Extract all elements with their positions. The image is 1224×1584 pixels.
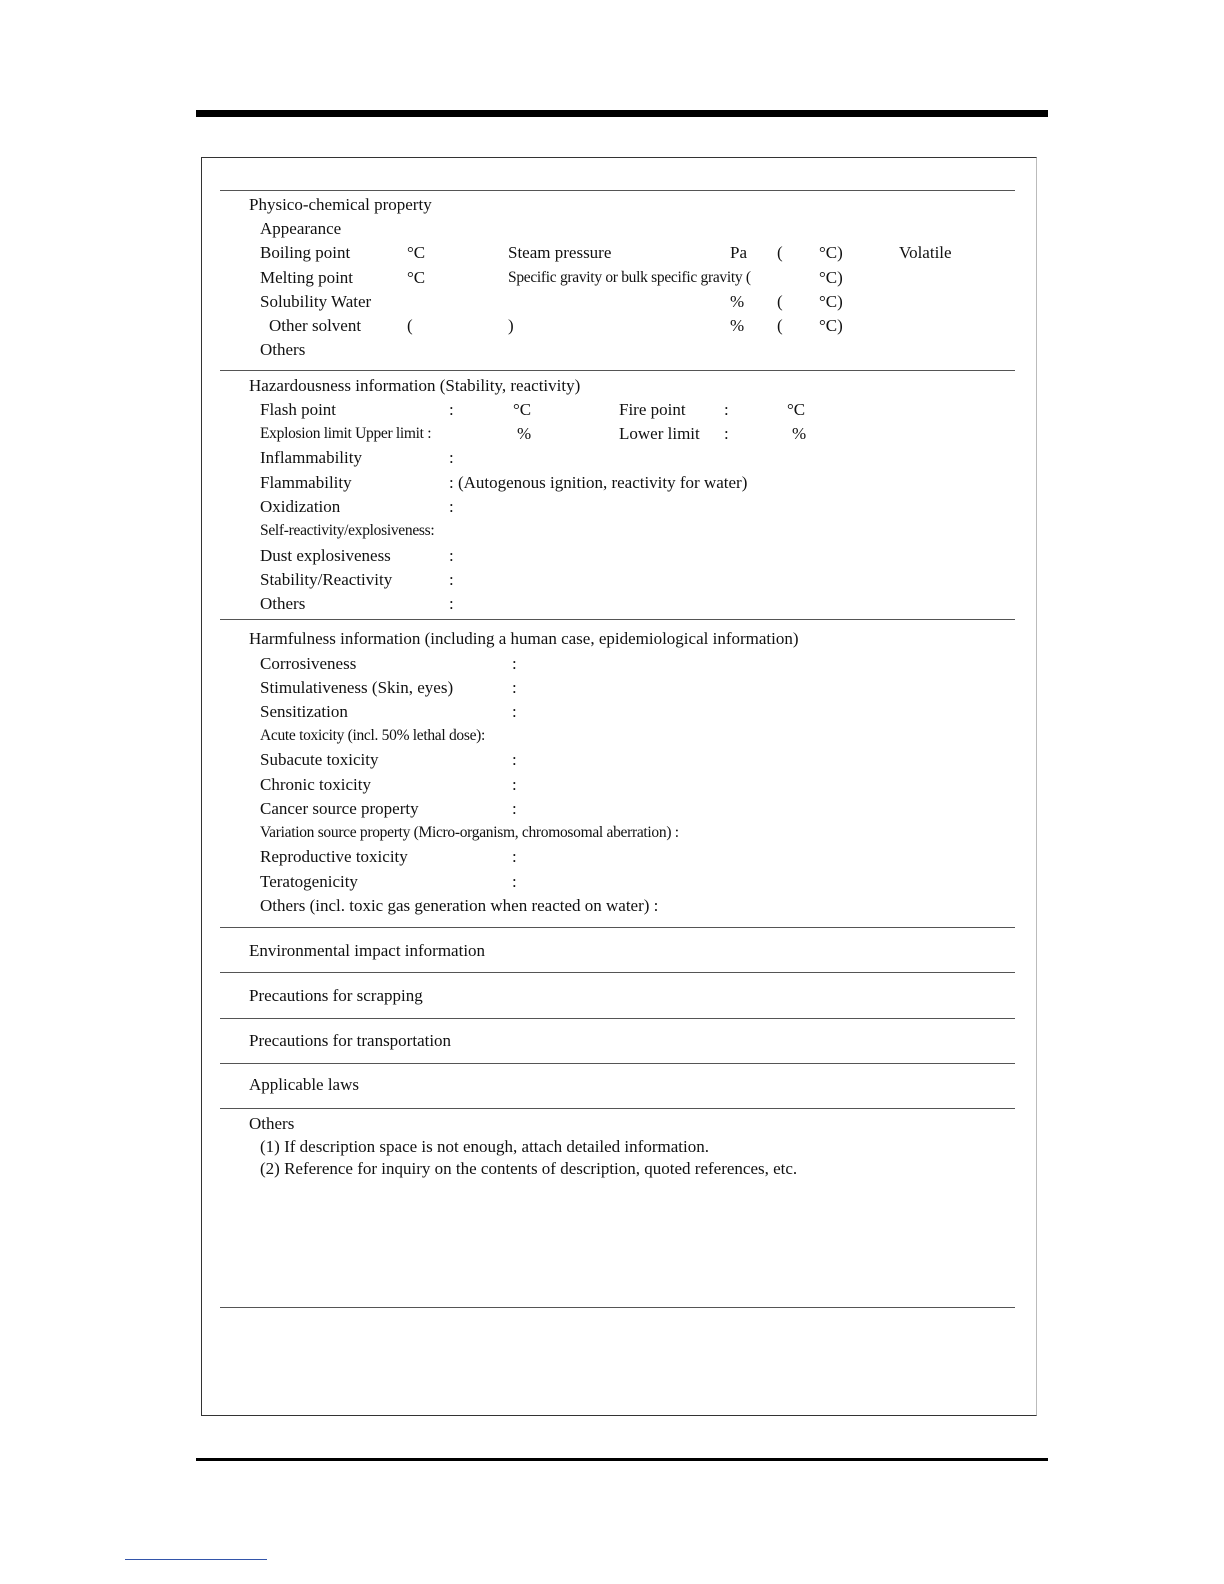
label-appearance: Appearance	[260, 219, 342, 238]
footer-rule	[196, 1458, 1048, 1461]
unit-deg-close: °C)	[819, 268, 843, 287]
section-title-physico: Physico-chemical property	[249, 195, 432, 214]
colon: :	[512, 872, 517, 891]
paren-close: )	[508, 316, 514, 335]
unit-percent: %	[730, 316, 745, 335]
label-variation-source: Variation source property (Micro-organism, chromosomal aberration) :	[260, 824, 679, 841]
colon: :	[512, 702, 517, 721]
section-title-harmful: Harmfulness information (including a human case, epidemiological information)	[249, 629, 799, 648]
footnote-separator	[125, 1559, 267, 1560]
colon: :	[724, 424, 729, 443]
label-other-solvent: Other solvent	[269, 316, 362, 335]
label-lower-limit: Lower limit	[619, 424, 700, 443]
unit-deg-close: °C)	[819, 316, 843, 335]
separator	[220, 190, 1015, 191]
label-boiling-point: Boiling point	[260, 243, 351, 262]
unit-boiling: °C	[407, 243, 426, 262]
label-melting-point: Melting point	[260, 268, 354, 287]
unit-pa: Pa	[730, 243, 747, 262]
colon: :	[449, 448, 454, 467]
separator	[220, 972, 1015, 973]
section-title-scrapping: Precautions for scrapping	[249, 986, 423, 1005]
unit-flash: °C	[513, 400, 532, 419]
header-rule	[196, 110, 1048, 117]
colon: :	[724, 400, 729, 419]
label-solubility-water: Solubility Water	[260, 292, 372, 311]
colon: :	[512, 654, 517, 673]
separator	[220, 1108, 1015, 1109]
label-specific-gravity: Specific gravity or bulk specific gravity (	[508, 269, 751, 286]
unit-deg-close: °C)	[819, 292, 843, 311]
paren-open: (	[407, 316, 413, 335]
separator	[220, 1018, 1015, 1019]
separator	[220, 927, 1015, 928]
colon: :	[449, 546, 454, 565]
label-dust-explosiveness: Dust explosiveness	[260, 546, 391, 565]
paren-open: (	[777, 292, 783, 311]
others-note-1: (1) If description space is not enough, attach detailed information.	[260, 1137, 709, 1156]
separator	[220, 1307, 1015, 1308]
label-harmful-others: Others (incl. toxic gas generation when reacted on water) :	[260, 896, 659, 915]
label-sensitization: Sensitization	[260, 702, 348, 721]
section-title-others: Others	[249, 1114, 295, 1133]
others-note-2: (2) Reference for inquiry on the contents of description, quoted references, etc.	[260, 1159, 798, 1178]
label-inflammability: Inflammability	[260, 448, 362, 467]
label-cancer-source: Cancer source property	[260, 799, 419, 818]
unit-deg-close: °C)	[819, 243, 843, 262]
flammability-note: : (Autogenous ignition, reactivity for water)	[449, 473, 748, 492]
label-steam-pressure: Steam pressure	[508, 243, 612, 262]
colon: :	[512, 847, 517, 866]
label-explosion-limit: Explosion limit Upper limit :	[260, 425, 432, 442]
label-teratogenicity: Teratogenicity	[260, 872, 358, 891]
colon: :	[512, 678, 517, 697]
unit-percent: %	[730, 292, 745, 311]
colon: :	[449, 400, 454, 419]
unit-lower: %	[792, 424, 807, 443]
label-chronic-toxicity: Chronic toxicity	[260, 775, 371, 794]
section-title-transportation: Precautions for transportation	[249, 1031, 452, 1050]
paren-open: (	[777, 243, 783, 262]
separator	[220, 370, 1015, 371]
colon: :	[449, 497, 454, 516]
separator	[220, 619, 1015, 620]
label-flammability: Flammability	[260, 473, 352, 492]
separator	[220, 1063, 1015, 1064]
label-flash-point: Flash point	[260, 400, 337, 419]
section-title-laws: Applicable laws	[249, 1075, 359, 1094]
label-acute-toxicity: Acute toxicity (incl. 50% lethal dose):	[260, 727, 486, 744]
label-hazard-others: Others	[260, 594, 306, 613]
colon: :	[449, 570, 454, 589]
label-subacute-toxicity: Subacute toxicity	[260, 750, 379, 769]
label-fire-point: Fire point	[619, 400, 686, 419]
label-volatile: Volatile	[899, 243, 952, 262]
label-oxidization: Oxidization	[260, 497, 341, 516]
unit-fire: °C	[787, 400, 806, 419]
label-stimulativeness: Stimulativeness (Skin, eyes)	[260, 678, 454, 697]
unit-melting: °C	[407, 268, 426, 287]
colon: :	[512, 750, 517, 769]
label-reproductive-toxicity: Reproductive toxicity	[260, 847, 408, 866]
colon: :	[512, 799, 517, 818]
section-title-hazard: Hazardousness information (Stability, reactivity)	[249, 376, 581, 395]
paren-open: (	[777, 316, 783, 335]
section-title-environmental: Environmental impact information	[249, 941, 486, 960]
colon: :	[512, 775, 517, 794]
label-self-reactivity: Self-reactivity/explosiveness:	[260, 522, 435, 539]
label-corrosiveness: Corrosiveness	[260, 654, 357, 673]
colon: :	[449, 594, 454, 613]
label-stability-reactivity: Stability/Reactivity	[260, 570, 393, 589]
label-physico-others: Others	[260, 340, 306, 359]
unit-upper: %	[517, 424, 532, 443]
